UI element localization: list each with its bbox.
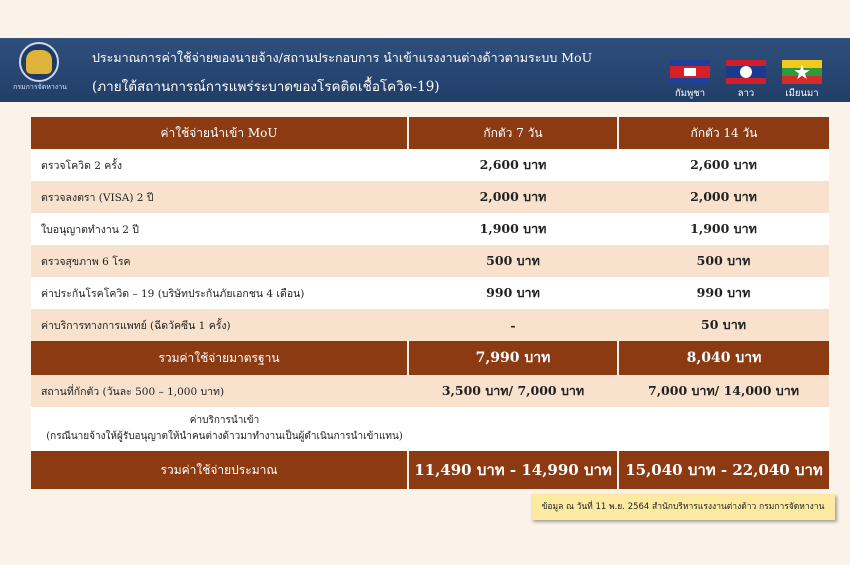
row-label: ค่าบริการทางการแพทย์ (ฉีดวัคซีน 1 ครั้ง) xyxy=(31,309,408,341)
cost-14-days: 2,000 บาท xyxy=(618,181,829,213)
source-note: ข้อมูล ณ วันที่ 11 พ.ย. 2564 สำนักบริหารแรงงานต่างด้าว กรมการจัดหางาน xyxy=(531,494,835,520)
quarantine-label: สถานที่กักตัว (วันละ 500 – 1,000 บาท) xyxy=(31,375,408,407)
table-header-row xyxy=(31,117,829,149)
table-row xyxy=(31,213,829,245)
column-header-14-days: กักตัว 14 วัน xyxy=(618,117,829,149)
quarantine-row xyxy=(31,375,829,407)
cost-table xyxy=(31,117,829,489)
row-label: ตรวจโควิด 2 ครั้ง xyxy=(31,149,408,181)
row-label: ตรวจลงตรา (VISA) 2 ปี xyxy=(31,181,408,213)
service-fee-7-days xyxy=(408,407,618,451)
table-row xyxy=(31,277,829,309)
grand-total-row xyxy=(31,451,829,489)
cost-7-days: 2,600 บาท xyxy=(408,149,618,181)
table-row xyxy=(31,245,829,277)
logo-emblem-icon xyxy=(26,50,52,74)
service-fee-title: ค่าบริการนำเข้า xyxy=(189,415,260,426)
page-subtitle: (ภายใต้สถานการณ์การแพร่ระบาดของโรคติดเชื้อโควิด-19) xyxy=(92,79,440,95)
cost-7-days: 990 บาท xyxy=(408,277,618,309)
department-logo xyxy=(13,42,67,94)
cost-7-days: - xyxy=(408,309,618,341)
cost-14-days: 2,600 บาท xyxy=(618,149,829,181)
logo-text: กรมการจัดหางาน xyxy=(13,83,67,91)
row-label: ใบอนุญาตทำงาน 2 ปี xyxy=(31,213,408,245)
grand-total-label: รวมค่าใช้จ่ายประมาณ xyxy=(31,451,408,489)
myanmar-flag-icon: ★ xyxy=(782,60,822,84)
grand-total-7-days: 11,490 บาท - 14,990 บาท xyxy=(408,451,618,489)
standard-total-row xyxy=(31,341,829,375)
cost-7-days: 1,900 บาท xyxy=(408,213,618,245)
cost-14-days: 50 บาท xyxy=(618,309,829,341)
grand-total-14-days: 15,040 บาท - 22,040 บาท xyxy=(618,451,829,489)
service-fee-label xyxy=(31,407,408,451)
top-stripe xyxy=(0,0,850,38)
service-fee-note: (กรณีนายจ้างให้ผู้รับอนุญาตให้นำคนต่างด้าวมาทำงานเป็นผู้ดำเนินการนำเข้าแทน) xyxy=(46,431,403,442)
service-fee-row xyxy=(31,407,829,451)
cost-14-days: 990 บาท xyxy=(618,277,829,309)
cambodia-flag-icon xyxy=(670,60,710,84)
row-label: ตรวจสุขภาพ 6 โรค xyxy=(31,245,408,277)
laos-flag-icon xyxy=(726,60,766,84)
cost-14-days: 500 บาท xyxy=(618,245,829,277)
table-row xyxy=(31,149,829,181)
standard-total-label: รวมค่าใช้จ่ายมาตรฐาน xyxy=(31,341,408,375)
cost-7-days: 500 บาท xyxy=(408,245,618,277)
cost-7-days: 2,000 บาท xyxy=(408,181,618,213)
table-row xyxy=(31,181,829,213)
page-title: ประมาณการค่าใช้จ่ายของนายจ้าง/สถานประกอบการ นำเข้าแรงงานต่างด้าวตามระบบ MoU xyxy=(92,50,593,65)
column-header-7-days: กักตัว 7 วัน xyxy=(408,117,618,149)
standard-total-7-days: 7,990 บาท xyxy=(408,341,618,375)
quarantine-14-days: 7,000 บาท/ 14,000 บาท xyxy=(618,375,829,407)
row-label: ค่าประกันโรคโควิด – 19 (บริษัทประกันภัยเอกชน 4 เดือน) xyxy=(31,277,408,309)
column-header-item: ค่าใช้จ่ายนำเข้า MoU xyxy=(31,117,408,149)
cambodia-flag-label: กัมพูชา xyxy=(674,88,706,99)
quarantine-7-days: 3,500 บาท/ 7,000 บาท xyxy=(408,375,618,407)
table-row xyxy=(31,309,829,341)
service-fee-14-days xyxy=(618,407,829,451)
standard-total-14-days: 8,040 บาท xyxy=(618,341,829,375)
myanmar-flag-label: เมียนมา xyxy=(785,88,819,99)
laos-flag-label: ลาว xyxy=(737,88,755,99)
cost-14-days: 1,900 บาท xyxy=(618,213,829,245)
